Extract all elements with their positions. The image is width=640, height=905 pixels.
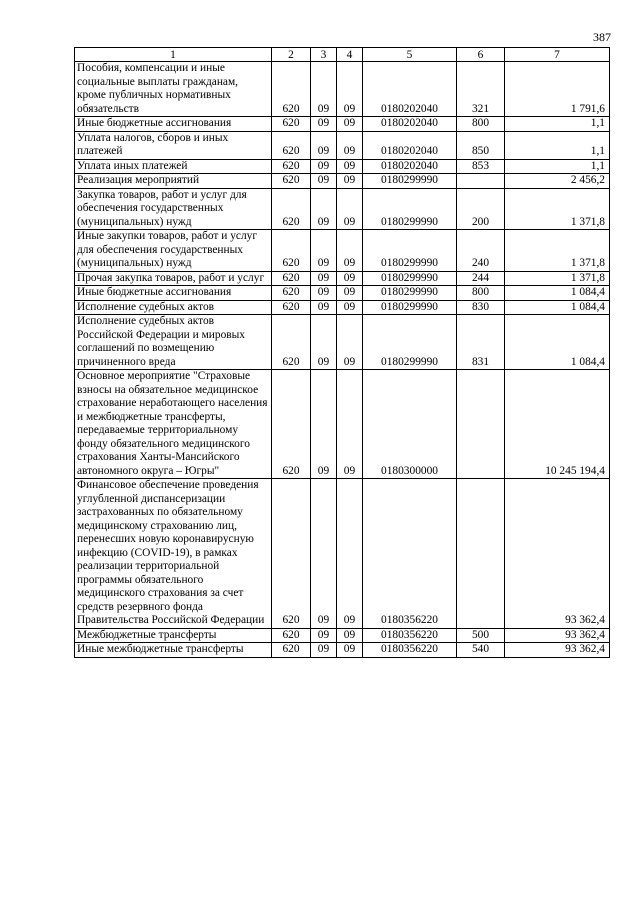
section-code: 09 [311,188,337,230]
section-code: 09 [311,315,337,370]
row-name: Реализация мероприятий [75,174,272,189]
target-article-code: 0180299990 [363,300,457,315]
subsection-code: 09 [337,300,363,315]
target-article-code: 0180202040 [363,131,457,159]
table-row [75,370,610,479]
amount: 1 371,8 [505,271,610,286]
amount: 1 084,4 [505,300,610,315]
target-article-code: 0180202040 [363,117,457,132]
subsection-code: 09 [337,117,363,132]
section-code: 09 [311,131,337,159]
target-article-code: 0180299990 [363,188,457,230]
admin-code: 620 [272,159,311,174]
table-row [75,286,610,301]
header-col-4: 4 [337,48,363,62]
row-name: Уплата иных платежей [75,159,272,174]
expense-type-code: 831 [457,315,505,370]
section-code: 09 [311,628,337,643]
admin-code: 620 [272,300,311,315]
table-row [75,479,610,629]
expense-type-code: 500 [457,628,505,643]
section-code: 09 [311,643,337,658]
page-number: 387 [593,30,611,44]
target-article-code: 0180356220 [363,628,457,643]
admin-code: 620 [272,62,311,117]
table-row [75,271,610,286]
table-row [75,300,610,315]
target-article-code: 0180299990 [363,286,457,301]
row-name: Исполнение судебных актов [75,300,272,315]
target-article-code: 0180299990 [363,271,457,286]
admin-code: 620 [272,370,311,479]
subsection-code: 09 [337,174,363,189]
section-code: 09 [311,271,337,286]
row-name: Уплата налогов, сборов и иных платежей [75,131,272,159]
target-article-code: 0180202040 [363,159,457,174]
admin-code: 620 [272,174,311,189]
row-name: Пособия, компенсации и иные социальные выплаты гражданам, кроме публичных нормативных обязательств [75,62,272,117]
expense-type-code [457,174,505,189]
admin-code: 620 [272,271,311,286]
table-row [75,62,610,117]
target-article-code: 0180300000 [363,370,457,479]
table-row [75,117,610,132]
amount: 1 791,6 [505,62,610,117]
row-name: Прочая закупка товаров, работ и услуг [75,271,272,286]
row-name: Закупка товаров, работ и услуг для обеспечения государственных (муниципальных) нужд [75,188,272,230]
subsection-code: 09 [337,643,363,658]
header-col-6: 6 [457,48,505,62]
subsection-code: 09 [337,62,363,117]
amount: 1,1 [505,131,610,159]
subsection-code: 09 [337,188,363,230]
expense-type-code: 850 [457,131,505,159]
section-code: 09 [311,62,337,117]
table-row [75,174,610,189]
amount: 93 362,4 [505,479,610,629]
target-article-code: 0180299990 [363,315,457,370]
admin-code: 620 [272,643,311,658]
section-code: 09 [311,370,337,479]
admin-code: 620 [272,188,311,230]
row-name: Иные закупки товаров, работ и услуг для обеспечения государственных (муниципальных) нужд [75,230,272,272]
amount: 1,1 [505,117,610,132]
admin-code: 620 [272,230,311,272]
subsection-code: 09 [337,230,363,272]
amount: 1,1 [505,159,610,174]
subsection-code: 09 [337,628,363,643]
header-col-2: 2 [272,48,311,62]
table-row [75,159,610,174]
header-row [75,48,610,62]
table-row [75,188,610,230]
amount: 93 362,4 [505,643,610,658]
table-row [75,230,610,272]
target-article-code: 0180299990 [363,174,457,189]
header-col-7: 7 [505,48,610,62]
row-name: Иные бюджетные ассигнования [75,117,272,132]
expense-type-code [457,479,505,629]
admin-code: 620 [272,315,311,370]
subsection-code: 09 [337,286,363,301]
section-code: 09 [311,117,337,132]
subsection-code: 09 [337,271,363,286]
target-article-code: 0180356220 [363,479,457,629]
target-article-code: 0180356220 [363,643,457,658]
amount: 1 084,4 [505,315,610,370]
subsection-code: 09 [337,159,363,174]
expense-type-code: 244 [457,271,505,286]
expense-type-code: 200 [457,188,505,230]
table-row [75,131,610,159]
target-article-code: 0180202040 [363,62,457,117]
amount: 93 362,4 [505,628,610,643]
section-code: 09 [311,174,337,189]
admin-code: 620 [272,479,311,629]
table-row [75,628,610,643]
subsection-code: 09 [337,131,363,159]
target-article-code: 0180299990 [363,230,457,272]
expense-type-code: 240 [457,230,505,272]
admin-code: 620 [272,117,311,132]
section-code: 09 [311,286,337,301]
header-col-3: 3 [311,48,337,62]
table-row [75,315,610,370]
amount: 2 456,2 [505,174,610,189]
subsection-code: 09 [337,479,363,629]
expense-type-code: 321 [457,62,505,117]
header-col-5: 5 [363,48,457,62]
row-name: Межбюджетные трансферты [75,628,272,643]
expense-type-code: 800 [457,117,505,132]
expense-type-code [457,370,505,479]
subsection-code: 09 [337,370,363,479]
amount: 1 371,8 [505,230,610,272]
expense-type-code: 800 [457,286,505,301]
admin-code: 620 [272,131,311,159]
section-code: 09 [311,230,337,272]
amount: 1 371,8 [505,188,610,230]
row-name: Иные межбюджетные трансферты [75,643,272,658]
expense-type-code: 853 [457,159,505,174]
table-body [75,62,610,658]
expense-type-code: 540 [457,643,505,658]
header-col-1: 1 [75,48,272,62]
admin-code: 620 [272,628,311,643]
subsection-code: 09 [337,315,363,370]
row-name: Исполнение судебных актов Российской Федерации и мировых соглашений по возмещению причиненного вреда [75,315,272,370]
section-code: 09 [311,159,337,174]
section-code: 09 [311,479,337,629]
table-row [75,643,610,658]
row-name: Финансовое обеспечение проведения углубленной диспансеризации застрахованных по обязательному медицинскому страхованию лиц, перенесших новую коронавирусную инфекцию (COVID-19), в рамках реализации территориальной программы обязательного медицинского страхования за счет средств резервного фонда Правительства Российской Федерации [75,479,272,629]
section-code: 09 [311,300,337,315]
row-name: Основное мероприятие "Страховые взносы на обязательное медицинское страхование неработающего населения и межбюджетные трансферты, передаваемые территориальному фонду обязательного медицинского страхования Ханты-Мансийского автономного округа – Югры" [75,370,272,479]
budget-table [74,47,610,658]
amount: 1 084,4 [505,286,610,301]
amount: 10 245 194,4 [505,370,610,479]
admin-code: 620 [272,286,311,301]
expense-type-code: 830 [457,300,505,315]
row-name: Иные бюджетные ассигнования [75,286,272,301]
